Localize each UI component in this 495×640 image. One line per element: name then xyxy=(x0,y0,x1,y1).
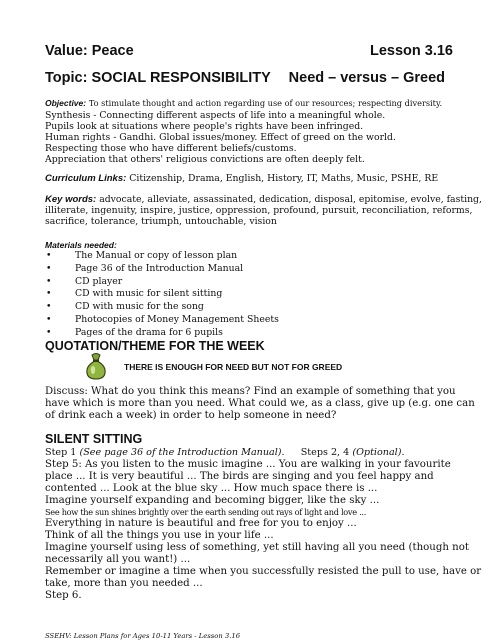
materials-label: Materials needed: xyxy=(45,240,117,250)
page-footer: SSEHV: Lesson Plans for Ages 10-11 Years - Lesson 3.16 xyxy=(45,632,241,640)
keywords-block xyxy=(45,194,482,227)
discuss-block xyxy=(45,386,475,422)
silent-sitting-body xyxy=(45,447,481,602)
step1-reference: (See page 36 of the Introduction Manual). xyxy=(79,447,285,458)
silent-line: Step 5: As you listen to the music imagine ... You are walking in your favourite xyxy=(45,459,451,470)
list-item: • CD player xyxy=(45,276,279,289)
keywords-line: illiterate, ingenuity, inspire, justice, oppression, profound, pursuit, reconciliation, reforms, xyxy=(45,205,473,216)
objective-first-line xyxy=(45,98,442,110)
quotation-heading: QUOTATION/THEME FOR THE WEEK xyxy=(45,339,265,353)
silent-line: contented ... Look at the blue sky ... How much space there is ... xyxy=(45,483,378,494)
curriculum-label: Curriculum Links: xyxy=(45,173,127,184)
discuss-line: have which is more than you need. What could we, as a class, give up (e.g. one can xyxy=(45,398,475,409)
keywords-label: Key words: xyxy=(45,194,97,205)
topic-heading xyxy=(45,70,445,86)
silent-line: place ... It is very beautiful ... The birds are singing and you feel happy and xyxy=(45,471,434,482)
silent-line-small: See how the sun shines brightly over the earth sending out rays of light and love ... xyxy=(45,507,367,517)
curriculum-text: Citizenship, Drama, English, History, IT, Maths, Music, PSHE, RE xyxy=(129,173,439,184)
objective-label: Objective: xyxy=(45,98,87,108)
topic-label: Topic: SOCIAL RESPONSIBILITY xyxy=(45,70,271,86)
silent-sitting-heading: SILENT SITTING xyxy=(45,432,143,446)
topic-subtitle: Need – versus – Greed xyxy=(288,70,446,86)
list-item: • CD with music for silent sitting xyxy=(45,288,279,301)
materials-block xyxy=(45,240,279,340)
value-heading: Value: Peace xyxy=(45,43,134,59)
discuss-line: of drink each a week) in order to help someone in need? xyxy=(45,410,337,421)
money-bag-icon xyxy=(84,352,108,380)
silent-line: take, more than you needed ... xyxy=(45,578,203,589)
silent-line: Everything in nature is beautiful and free for you to enjoy ... xyxy=(45,518,357,529)
silent-line: Remember or imagine a time when you successfully resisted the pull to use, have or xyxy=(45,566,482,577)
keywords-line: sacrifice, tolerance, triumph, untouchable, vision xyxy=(45,216,277,227)
objective-text: To stimulate thought and action regarding use of our resources; respecting diversity. xyxy=(88,98,443,108)
list-item: • The Manual or copy of lesson plan xyxy=(45,250,279,263)
materials-list xyxy=(45,250,279,340)
keywords-line xyxy=(45,194,482,205)
objective-line: Human rights - Gandhi. Global issues/money. Effect of greed on the world. xyxy=(45,132,396,143)
silent-line: Step 6. xyxy=(45,590,82,601)
objective-block xyxy=(45,98,442,165)
list-item: • CD with music for the song xyxy=(45,301,279,314)
objective-line: Respecting those who have different beliefs/customs. xyxy=(45,143,297,154)
silent-line: Imagine yourself using less of something, yet still having all you need (though not xyxy=(45,542,469,553)
silent-line: necessarily all you want!) ... xyxy=(45,554,191,565)
list-item: • Page 36 of the Introduction Manual xyxy=(45,263,279,276)
step1-label: Step 1 xyxy=(45,447,77,458)
list-item: • Photocopies of Money Management Sheets xyxy=(45,314,279,327)
steps-label: Steps 2, 4 xyxy=(300,447,350,458)
step1-line xyxy=(45,447,481,459)
discuss-line: Discuss: What do you think this means? Find an example of something that you xyxy=(45,386,456,397)
objective-line: Synthesis - Connecting different aspects of life into a meaningful whole. xyxy=(45,110,386,121)
optional-label: (Optional). xyxy=(352,447,405,458)
curriculum-links xyxy=(45,173,438,184)
silent-line: Think of all the things you use in your life ... xyxy=(45,530,274,541)
quotation-text: THERE IS ENOUGH FOR NEED BUT NOT FOR GREED xyxy=(124,362,343,372)
objective-line: Appreciation that others' religious convictions are often deeply felt. xyxy=(45,154,365,165)
silent-line: Imagine yourself expanding and becoming bigger, like the sky ... xyxy=(45,495,380,506)
lesson-number: Lesson 3.16 xyxy=(369,43,453,59)
objective-line: Pupils look at situations where people's rights have been infringed. xyxy=(45,121,364,132)
list-item: • Pages of the drama for 6 pupils xyxy=(45,327,279,340)
keywords-text: advocate, alleviate, assassinated, dedication, disposal, epitomise, evolve, fasting, xyxy=(99,194,482,205)
